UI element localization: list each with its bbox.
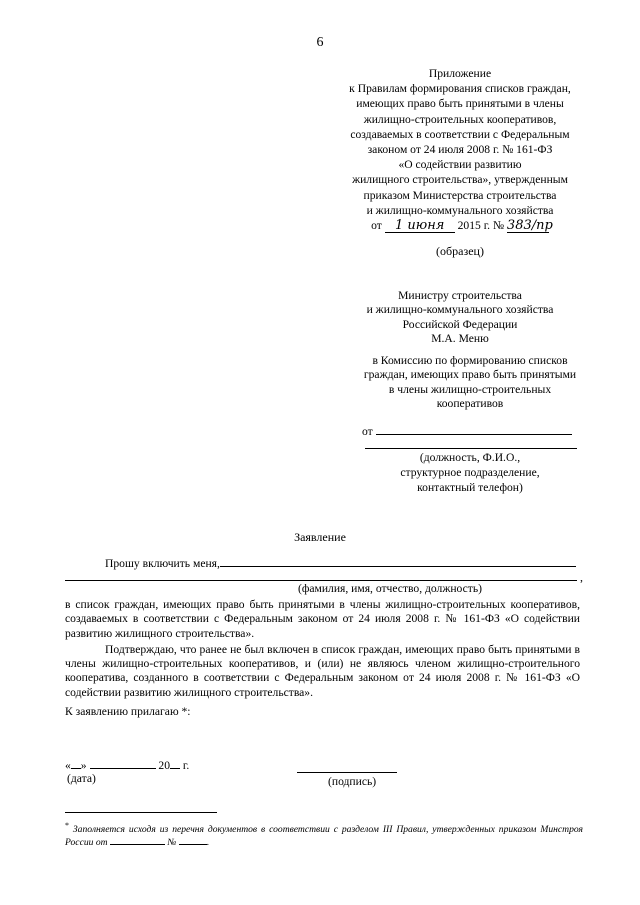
from-hint-line: структурное подразделение, — [400, 466, 540, 479]
date-open-quote: « — [65, 759, 71, 772]
from-hint-line: (должность, Ф.И.О., — [419, 451, 521, 464]
order-date-handwritten: 1 июня — [385, 219, 455, 233]
addressee-block — [330, 289, 590, 347]
date-close-quote: » — [80, 759, 87, 772]
appendix-line: Приложение — [428, 67, 492, 80]
addressee-line: Российской Федерации — [402, 317, 518, 331]
commission-line: в Комиссию по формированию списков — [372, 354, 568, 367]
paragraph-1: в список граждан, имеющих право быть принятыми в члены жилищно-строительных кооперативов, создаваемых в соответствии с Федеральным законом от 24 июля 2008 г. № 161-ФЗ «О содействии развитию жилищного строительства». — [65, 598, 580, 640]
commission-line: кооперативов — [436, 397, 504, 411]
footnote-date-field[interactable] — [110, 836, 165, 845]
from-label: от — [362, 425, 373, 438]
year-field[interactable] — [170, 758, 180, 769]
addressee-line: М.А. Меню — [431, 332, 489, 346]
signature-label: (подпись) — [328, 775, 377, 788]
applicant-field-line[interactable] — [220, 556, 576, 567]
footnote-text: Заполняется исходя из перечня документов в соответствии с разделом III Правил, утвержденных приказом Минстроя России от — [65, 824, 583, 849]
appendix-line: законом от 24 июля 2008 г. № 161-ФЗ — [367, 143, 553, 157]
signature-field-line[interactable] — [297, 772, 397, 773]
document-title: Заявление — [294, 530, 346, 544]
order-date-prefix: от — [371, 219, 382, 233]
year-suffix: г. — [182, 759, 190, 772]
from-field-line-2[interactable] — [365, 448, 577, 449]
date-label: (дата) — [67, 772, 96, 785]
from-hint — [350, 450, 590, 495]
footnote-number-field[interactable] — [179, 836, 207, 845]
commission-line: в члены жилищно-строительных — [388, 382, 552, 396]
date-row — [65, 758, 189, 772]
order-number-handwritten: 383/пр — [506, 218, 553, 234]
from-field-line[interactable] — [376, 424, 572, 435]
page-number: 6 — [316, 35, 324, 50]
month-field[interactable] — [90, 758, 156, 769]
footnote-number-sign: № — [167, 837, 177, 849]
request-text: Прошу включить меня, — [105, 557, 220, 570]
day-field[interactable] — [71, 758, 81, 769]
applicant-field-line-2[interactable] — [65, 580, 577, 581]
appendix-line: жилищно-строительных кооперативов, — [363, 112, 557, 126]
year-prefix: 20 — [158, 759, 170, 772]
appendix-header — [330, 66, 590, 233]
order-date-line — [330, 218, 590, 233]
order-year-text: 2015 г. № — [457, 219, 505, 233]
addressee-line: Министру строительства — [398, 289, 522, 302]
commission-block — [340, 354, 600, 412]
addressee-line: и жилищно-коммунального хозяйства — [366, 303, 554, 317]
from-row — [362, 424, 572, 438]
request-comma: , — [580, 570, 583, 584]
appendix-line: создаваемых в соответствии с Федеральным — [350, 127, 570, 141]
appendix-line: к Правилам формирования списков граждан, — [349, 82, 571, 96]
statement-body — [65, 598, 580, 700]
footnote — [65, 819, 583, 849]
paragraph-2: Подтверждаю, что ранее не был включен в список граждан, имеющих право быть принятыми в члены жилищно-строительных кооперативов, и (или) не являюсь членом жилищно-строительного кооператива, созданного в соответствии с Федеральным законом от 24 июля 2008 г. № 161-ФЗ «О содействии развитию жилищного строительства». — [65, 642, 580, 699]
footnote-divider — [65, 812, 217, 813]
from-hint-line: контактный телефон) — [417, 481, 523, 494]
request-row — [105, 556, 576, 570]
footnote-period: . — [206, 837, 210, 849]
commission-line: граждан, имеющих право быть принятыми — [363, 368, 577, 382]
attachment-label: К заявлению прилагаю *: — [65, 705, 191, 718]
appendix-line: имеющих право быть принятыми в члены — [356, 97, 564, 111]
appendix-line: «О содействии развитию — [398, 158, 522, 172]
sample-label: (образец) — [436, 244, 484, 258]
appendix-line: жилищного строительства», утвержденным — [352, 173, 568, 187]
applicant-hint: (фамилия, имя, отчество, должность) — [297, 582, 483, 595]
appendix-line: и жилищно-коммунального хозяйства — [366, 203, 554, 217]
appendix-line: приказом Министерства строительства — [363, 188, 557, 202]
footnote-marker: * — [65, 821, 69, 830]
